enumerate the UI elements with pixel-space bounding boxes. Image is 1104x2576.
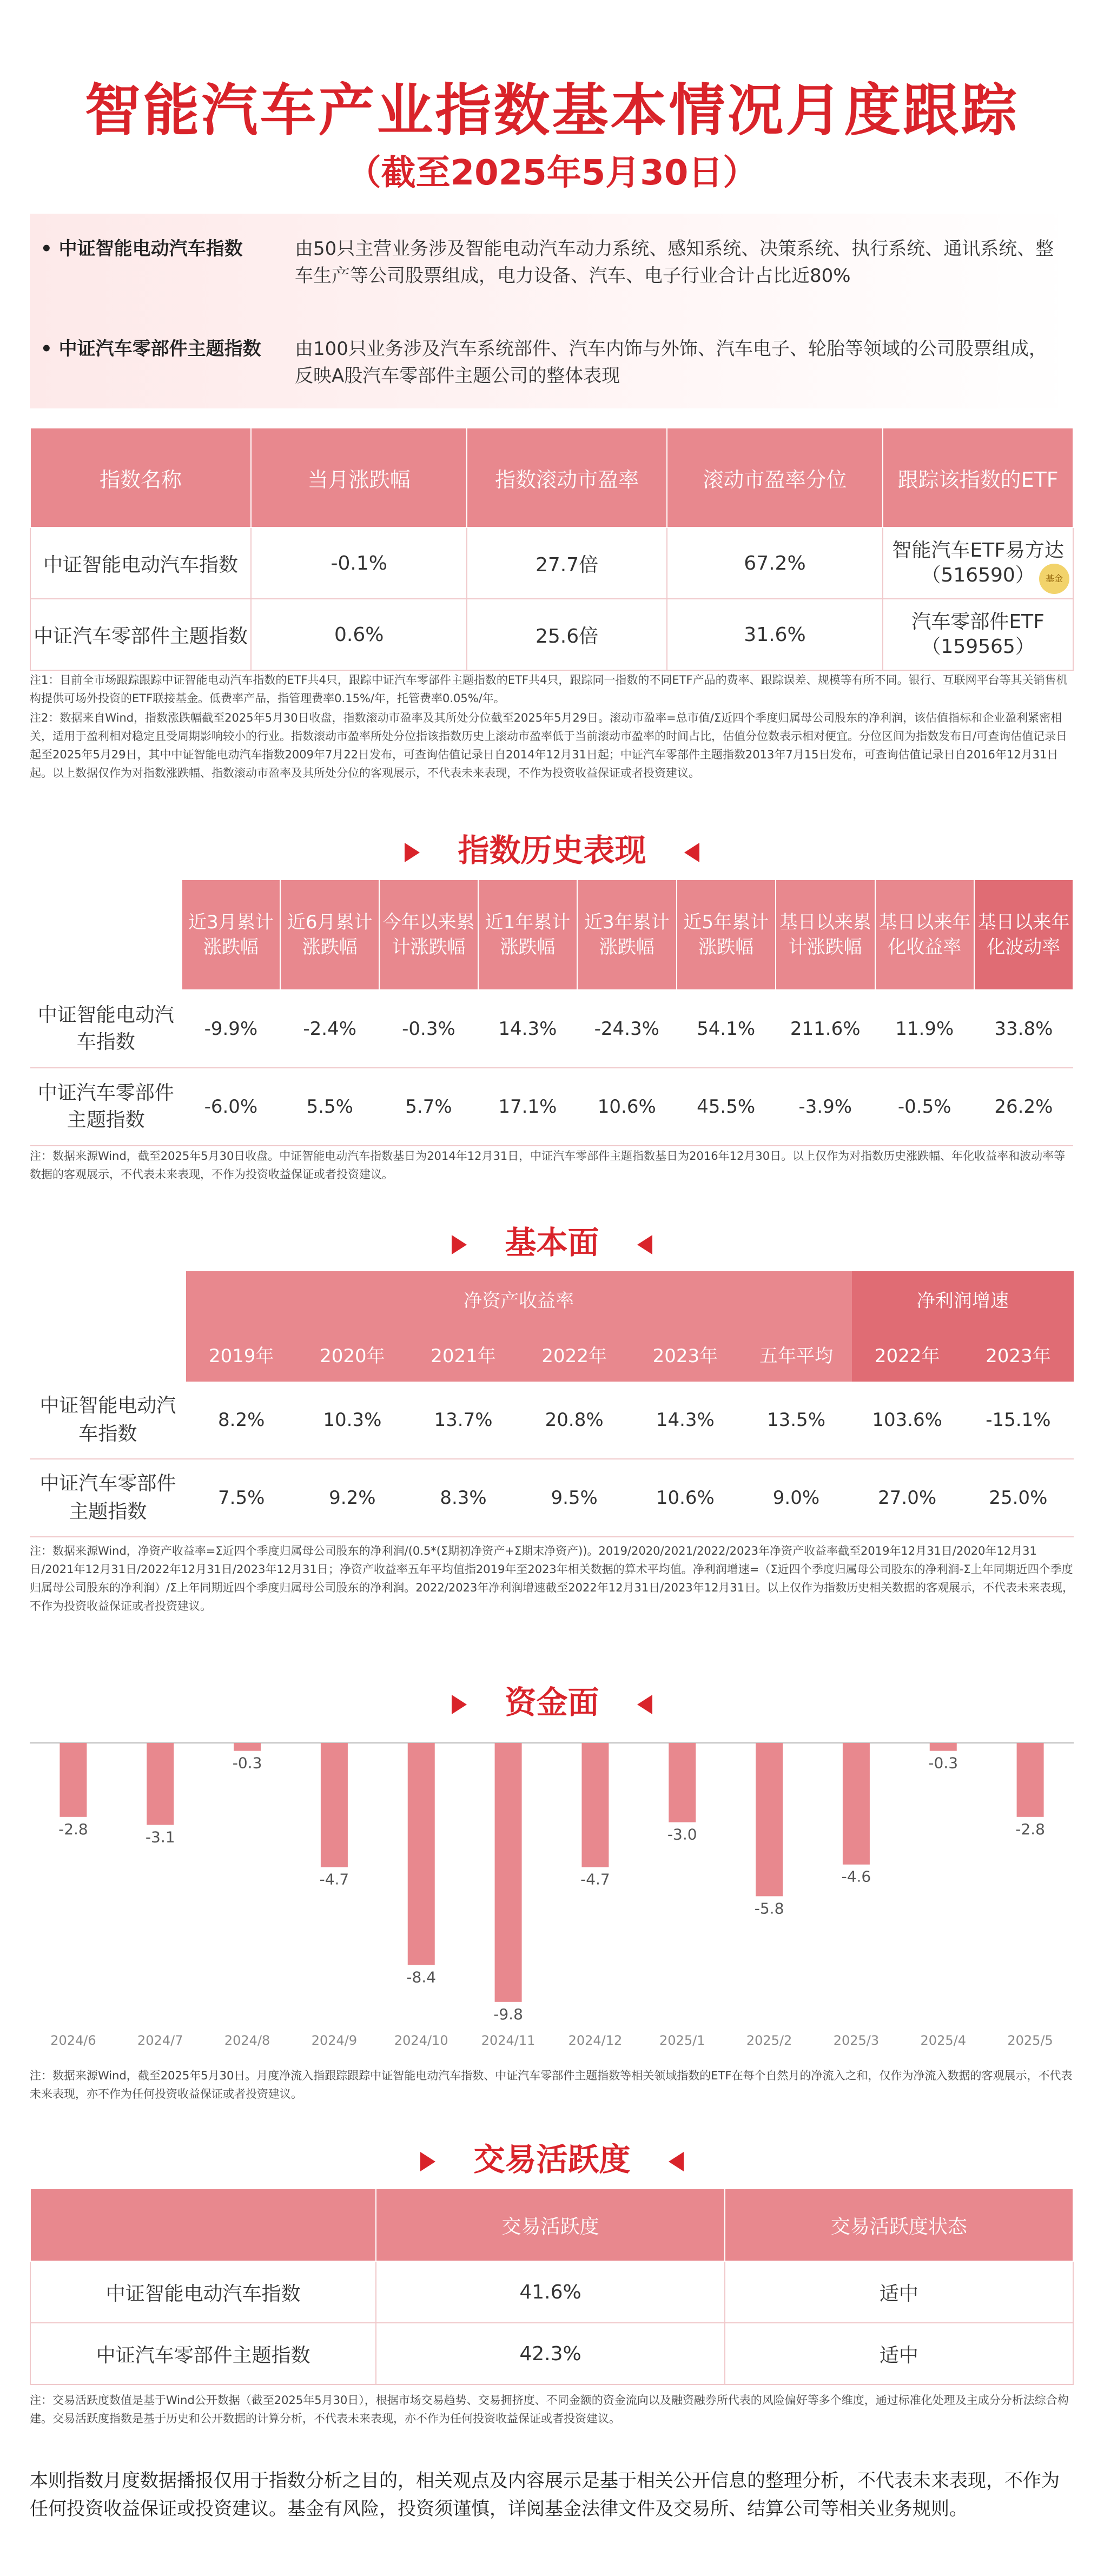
table-cell: 9.2%: [297, 1459, 408, 1537]
triangle-left-icon: [669, 2152, 684, 2171]
column-header: 2023年: [963, 1326, 1074, 1382]
column-header: 2022年: [519, 1326, 630, 1382]
triangle-right-icon: [452, 1235, 467, 1254]
index-name: 中证智能电动汽车指数: [30, 527, 251, 599]
x-tick-label: 2025/2: [746, 2033, 792, 2048]
blank-header: [30, 2189, 376, 2261]
column-header: 基日以来累计涨跌幅: [776, 880, 875, 990]
table-cell: 13.5%: [741, 1382, 851, 1459]
footnote: 注：交易活跃度数值是基于Wind公开数据（截至2025年5月30日），根据市场交易趋势、交易拥挤度、不同金额的资金流向以及融资融券所代表的风险偏好等多个维度，通过标准化处理及主成分分析法综合构建。交易活跃度指数是基于历史和公开数据的计算分析，不代表未来表现，亦不作为任何投资收益保证或者投资建议。: [30, 2394, 1069, 2425]
x-tick-label: 2024/12: [568, 2033, 623, 2048]
x-tick-label: 2024/9: [311, 2033, 358, 2048]
column-header: 2020年: [297, 1326, 408, 1382]
blank-header: [30, 1271, 186, 1326]
rolling-pe: 25.6倍: [467, 599, 666, 670]
index-name: 中证智能电动汽车指数: [30, 990, 182, 1068]
fundamentals-table: [30, 1271, 1074, 1537]
inflow-bar: [1017, 1743, 1044, 1817]
table-header-row: [30, 428, 1073, 527]
blank-header: [30, 1326, 186, 1382]
section-title-activity: 交易活跃度: [0, 2134, 1104, 2179]
table-row: [30, 599, 1073, 670]
blank-header: [30, 880, 182, 990]
table-cell: -15.1%: [963, 1382, 1074, 1459]
footnote: 注2：数据来自Wind，指数涨跌幅截至2025年5月30日收盘，指数滚动市盈率及其所处分位截至2025年5月29日。滚动市盈率=总市值/Σ近四个季度归属母公司股东的净利润，该估值指标和企业盈利紧密相关，适用于盈利相对稳定且受周期影响较小的行业。指数滚动市盈率所处分位指该指数历史上滚动市盈率低于当前滚动市盈率的时间占比，估值分位数表示相对便宜。分位区间为指数发布日/可查询估值记录日起至2025年5月29日，其中中证智能电动汽车指数2009年7月22日发布，可查询估值记录日自2014年12月31日起；中证汽车零部件主题指数2013年7月15日发布，可查询估值记录日自2016年12月31日起。以上数据仅作为对指数涨跌幅、指数滚动市盈率及其所处分位的客观展示，不代表未来表现，不作为投资收益保证或者投资建议。: [30, 711, 1068, 780]
section-title-flows: 资金面: [0, 1677, 1104, 1722]
inflow-bar: [408, 1743, 435, 1965]
page-subtitle: （截至2025年5月30日）: [346, 153, 758, 193]
bar-value-label: -2.8: [58, 1820, 88, 1838]
tracking-etf[interactable]: [883, 527, 1073, 599]
footnote: 注：数据来源Wind，截至2025年5月30日。月度净流入指跟踪跟踪中证智能电动汽车指数、中证汽车零部件主题指数等相关领域指数的ETF在每个自然月的净流入之和，仅作为净流入数据的客观展示，不代表未来表现，亦不作为任何投资收益保证或者投资建议。: [30, 2069, 1073, 2101]
table-cell: 17.1%: [478, 1068, 577, 1146]
x-tick-label: 2024/10: [394, 2033, 448, 2048]
inflow-bar: [495, 1743, 522, 2002]
index-name: 中证汽车零部件主题指数: [30, 2323, 376, 2385]
table-cell: 103.6%: [852, 1382, 963, 1459]
table-cell: 211.6%: [776, 990, 875, 1068]
column-header: 指数滚动市盈率: [467, 428, 666, 527]
inflow-bar: [60, 1743, 87, 1817]
bar-value-label: -2.8: [1015, 1820, 1045, 1838]
intro-index-name: • 中证汽车零部件主题指数: [41, 338, 261, 360]
table-cell: 54.1%: [677, 990, 776, 1068]
table-header-row: [30, 1326, 1074, 1382]
table-cell: 27.0%: [852, 1459, 963, 1537]
column-header: 基日以来年化收益率: [875, 880, 974, 990]
intro-index-desc: 由50只主营业务涉及智能电动汽车动力系统、感知系统、决策系统、执行系统、通讯系统、整车生产等公司股票组成，电力设备、汽车、电子行业合计占比近80%: [295, 238, 1054, 287]
bar-value-label: -4.6: [841, 1867, 871, 1886]
table-cell: 5.5%: [280, 1068, 379, 1146]
pe-percentile: 67.2%: [667, 527, 883, 599]
bar-value-label: -4.7: [580, 1870, 610, 1888]
footnote: 注：数据来源Wind，截至2025年5月30日收盘。中证智能电动汽车指数基日为2014年12月31日，中证汽车零部件主题指数基日为2016年12月30日。以上仅作为对指数历史涨跌幅、年化收益率和波动率等数据的客观展示，不代表未来表现，不作为投资收益保证或者投资建议。: [30, 1150, 1066, 1181]
inflow-bar: [321, 1743, 348, 1867]
triangle-left-icon: [637, 1235, 652, 1254]
table-cell: -0.3%: [379, 990, 478, 1068]
column-header: 近3月累计涨跌幅: [182, 880, 281, 990]
etf-code: （159565）: [921, 636, 1035, 658]
etf-name: 汽车零部件ETF: [911, 611, 1044, 633]
table-cell: 20.8%: [519, 1382, 630, 1459]
intro-item: [30, 235, 1074, 289]
triangle-left-icon: [637, 1695, 652, 1714]
x-tick-label: 2024/7: [137, 2033, 183, 2048]
column-header: 2021年: [408, 1326, 519, 1382]
x-tick-label: 2024/6: [50, 2033, 96, 2048]
section-title-fundamentals: 基本面: [0, 1217, 1104, 1263]
table-cell: 10.6%: [630, 1459, 741, 1537]
inflow-bar: [756, 1743, 783, 1896]
tracking-etf[interactable]: [883, 599, 1073, 670]
table-cell: 11.9%: [875, 990, 974, 1068]
x-tick-label: 2025/3: [833, 2033, 880, 2048]
fund-badge-icon: 基金: [1039, 564, 1069, 594]
table-header-row: [30, 2189, 1073, 2261]
column-header: 近1年累计涨跌幅: [478, 880, 577, 990]
column-group-header: 净利润增速: [852, 1271, 1074, 1326]
index-name: 中证汽车零部件主题指数: [30, 1459, 186, 1537]
x-tick-label: 2025/4: [920, 2033, 966, 2048]
table-cell: 33.8%: [974, 990, 1073, 1068]
column-header: 指数名称: [30, 428, 251, 527]
monthly-change: 0.6%: [251, 599, 467, 670]
table-cell: 5.7%: [379, 1068, 478, 1146]
x-tick-label: 2025/5: [1007, 2033, 1053, 2048]
monthly-change: -0.1%: [251, 527, 467, 599]
intro-index-desc: 由100只业务涉及汽车系统部件、汽车内饰与外饰、汽车电子、轮胎等领域的公司股票组成，反映A股汽车零部件主题公司的整体表现: [295, 338, 1047, 387]
etf-code: （516590）: [921, 564, 1035, 586]
activity-status: 适中: [725, 2261, 1073, 2323]
column-header: 跟踪该指数的ETF: [883, 428, 1073, 527]
footnote: 注：数据来源Wind，净资产收益率=Σ近四个季度归属母公司股东的净利润/(0.5*(Σ期初净资产+Σ期末净资产))。2019/2020/2021/2022/2023年净资产收益率截至2019年12月31日/2020年12月31日/2021年12月31日/2022年12月31日/2023年12月31日；净资产收益率五年平均值指2019年至2023年相关数据的算术平均值。净利润增速=（Σ近四个季度归属母公司股东的净利润-Σ上年同期近四个季度归属母公司股东的净利润）/Σ上年同期近四个季度归属母公司股东的净利润。2022/2023年净利润增速截至2022年12月31日/2023年12月31日。以上仅作为指数历史相关数据的客观展示，不代表未来表现，不作为投资收益保证或者投资建议。: [30, 1544, 1074, 1613]
table-cell: 14.3%: [478, 990, 577, 1068]
inflow-bar: [147, 1743, 174, 1825]
table-row: [30, 2261, 1073, 2323]
index-name: 中证智能电动汽车指数: [30, 2261, 376, 2323]
table-cell: -0.5%: [875, 1068, 974, 1146]
table-header-row: [30, 1271, 1074, 1326]
column-header: 交易活跃度: [376, 2189, 725, 2261]
index-name: 中证智能电动汽车指数: [30, 1382, 186, 1459]
index-intro-panel: [30, 214, 1074, 408]
triangle-left-icon: [684, 843, 699, 862]
table-row: [30, 990, 1073, 1068]
column-header: 交易活跃度状态: [725, 2189, 1073, 2261]
column-header: 近5年累计涨跌幅: [677, 880, 776, 990]
table-cell: 10.6%: [577, 1068, 677, 1146]
column-header: 当月涨跌幅: [251, 428, 467, 527]
inflow-bar: [234, 1743, 261, 1751]
table-row: [30, 1459, 1074, 1537]
bar-value-label: -3.0: [667, 1825, 697, 1844]
x-tick-label: 2024/11: [481, 2033, 536, 2048]
bar-value-label: -9.8: [493, 2005, 523, 2023]
section-title-history: 指数历史表现: [0, 825, 1104, 870]
history-table: [30, 879, 1074, 1146]
intro-item: [30, 335, 1074, 389]
column-header: 2022年: [852, 1326, 963, 1382]
footnote: 注1：目前全市场跟踪跟踪中证智能电动汽车指数的ETF共4只，跟踪中证汽车零部件主题指数的ETF共4只，跟踪同一指数的不同ETF产品的费率、跟踪误差、规模等有所不同。银行、互联网平台等其关销售机构提供可场外投资的ETF联接基金。低费率产品，指管理费率0.15%/年，托管费率0.05%/年。: [30, 673, 1068, 705]
disclaimer: 本则指数月度数据播报仅用于指数分析之目的，相关观点及内容展示是基于相关公开信息的整理分析，不代表未来表现，不作为任何投资收益保证或投资建议。基金有风险，投资须谨慎，详阅基金法律文件及交易所、结算公司等相关业务规则。: [30, 2470, 1060, 2520]
x-tick-label: 2025/1: [659, 2033, 705, 2048]
table-cell: -24.3%: [577, 990, 677, 1068]
triangle-right-icon: [405, 843, 420, 862]
intro-index-name: • 中证智能电动汽车指数: [41, 238, 243, 260]
column-header: 五年平均: [741, 1326, 851, 1382]
triangle-right-icon: [452, 1695, 467, 1714]
table-cell: 9.0%: [741, 1459, 851, 1537]
bar-value-label: -3.1: [145, 1828, 175, 1846]
activity-value: 42.3%: [376, 2323, 725, 2385]
table-cell: 45.5%: [677, 1068, 776, 1146]
etf-name: 智能汽车ETF易方达: [892, 539, 1064, 562]
rolling-pe: 27.7倍: [467, 527, 666, 599]
table-cell: -3.9%: [776, 1068, 875, 1146]
column-group-header: 净资产收益率: [186, 1271, 852, 1326]
table-cell: 13.7%: [408, 1382, 519, 1459]
activity-table: [30, 2188, 1074, 2385]
table-cell: 14.3%: [630, 1382, 741, 1459]
column-header: 2019年: [186, 1326, 297, 1382]
inflow-bar: [581, 1743, 609, 1867]
net-inflow-bar-chart: [30, 1731, 1074, 2056]
table-cell: 25.0%: [963, 1459, 1074, 1537]
bar-value-label: -5.8: [754, 1899, 784, 1918]
column-header: 近6月累计涨跌幅: [280, 880, 379, 990]
table-cell: 8.3%: [408, 1459, 519, 1537]
column-header: 近3年累计涨跌幅: [577, 880, 677, 990]
bar-value-label: -0.3: [232, 1754, 262, 1772]
pe-percentile: 31.6%: [667, 599, 883, 670]
column-header: 今年以来累计涨跌幅: [379, 880, 478, 990]
table-cell: 8.2%: [186, 1382, 297, 1459]
index-name: 中证汽车零部件主题指数: [30, 1068, 182, 1146]
column-header: 滚动市盈率分位: [667, 428, 883, 527]
table-cell: 7.5%: [186, 1459, 297, 1537]
table-cell: 9.5%: [519, 1459, 630, 1537]
column-header: 基日以来年化波动率: [974, 880, 1073, 990]
table-header-row: [30, 880, 1073, 990]
table-cell: 10.3%: [297, 1382, 408, 1459]
activity-status: 适中: [725, 2323, 1073, 2385]
triangle-right-icon: [420, 2152, 435, 2171]
table-cell: 26.2%: [974, 1068, 1073, 1146]
column-header: 2023年: [630, 1326, 741, 1382]
index-name: 中证汽车零部件主题指数: [30, 599, 251, 670]
bar-value-label: -0.3: [928, 1754, 958, 1772]
table-row: [30, 527, 1073, 599]
inflow-bar: [843, 1743, 870, 1865]
inflow-bar: [669, 1743, 696, 1822]
table-cell: -9.9%: [182, 990, 281, 1068]
table-row: [30, 2323, 1073, 2385]
table-cell: -2.4%: [280, 990, 379, 1068]
x-tick-label: 2024/8: [224, 2033, 270, 2048]
inflow-bar: [930, 1743, 957, 1751]
activity-value: 41.6%: [376, 2261, 725, 2323]
table-row: [30, 1382, 1074, 1459]
table-cell: -6.0%: [182, 1068, 281, 1146]
bar-value-label: -8.4: [406, 1968, 437, 1986]
bar-value-label: -4.7: [319, 1870, 349, 1888]
table-row: [30, 1068, 1073, 1146]
page-title: 智能汽车产业指数基本情况月度跟踪: [84, 77, 1020, 143]
overview-table: [30, 427, 1074, 671]
